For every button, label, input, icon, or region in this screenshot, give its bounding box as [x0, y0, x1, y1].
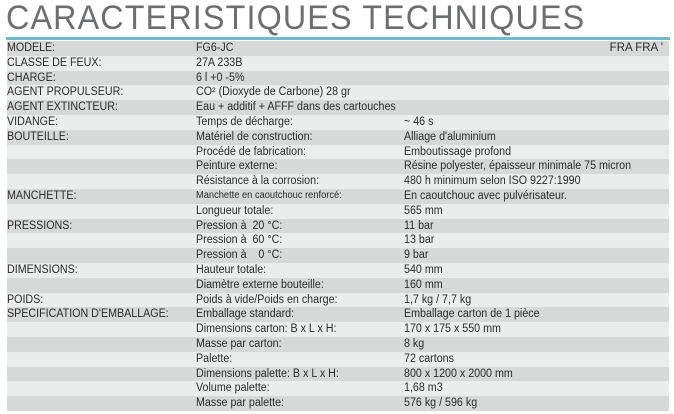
row-sub-label: Masse par carton:	[196, 337, 282, 350]
row-value: ~ 46 s	[404, 115, 434, 128]
row-sub-label: Pression à 60 °C:	[196, 234, 283, 247]
row-label: AGENT PROPULSEUR:	[7, 86, 124, 99]
row-sub-label: Pression à 0 °C:	[196, 249, 283, 262]
row-sub-label: Emballage standard:	[196, 308, 295, 321]
row-value: 11 bar	[404, 219, 434, 232]
table-row-emballage-standard	[7, 307, 669, 322]
table-row-modele	[7, 41, 669, 56]
row-value: Emboutissage profond	[404, 145, 512, 158]
row-value: 565 mm	[404, 204, 443, 217]
row-sub-label: 27A 233B	[196, 56, 243, 69]
row-sub-label: 6 l +0 -5%	[196, 71, 245, 84]
row-value: 540 mm	[404, 263, 443, 276]
row-sub-label: Pression à 20 °C:	[196, 219, 283, 232]
table-row-dimensions-palette	[7, 367, 669, 382]
row-value: 800 x 1200 x 2000 mm	[404, 367, 513, 380]
table-row-dimensions-diametre	[7, 278, 669, 293]
row-value: 170 x 175 x 550 mm	[404, 323, 501, 336]
row-extra: FRA FRA '	[609, 42, 663, 54]
table-row-pression-60	[7, 233, 669, 248]
row-sub-label: Eau + additif + AFFF dans des cartouches	[196, 101, 396, 114]
row-sub-label: Diamètre externe bouteille:	[196, 278, 324, 291]
row-sub-label: Hauteur totale:	[196, 263, 267, 276]
table-row-agent-propulseur	[7, 85, 669, 100]
row-value: Résine polyester, épaisseur minimale 75 micron	[404, 160, 632, 173]
row-label: MODELE:	[7, 42, 56, 54]
table-row-manchette-longueur	[7, 204, 669, 219]
row-label: PRESSIONS:	[7, 219, 73, 232]
table-row-masse-carton	[7, 337, 669, 352]
table-row-dimensions-carton	[7, 322, 669, 337]
row-sub-label: Poids à vide/Poids en charge:	[196, 293, 338, 306]
table-row-poids	[7, 293, 669, 308]
page-title: CARACTERISTIQUES TECHNIQUES	[6, 0, 586, 37]
row-value: Emballage carton de 1 pièce	[404, 308, 540, 321]
row-value: Alliage d'aluminium	[404, 130, 496, 143]
row-value: 160 mm	[404, 278, 443, 291]
row-value: En caoutchouc avec pulvérisateur.	[404, 189, 567, 202]
row-sub-label: Matériel de construction:	[196, 130, 313, 143]
row-sub-label: Palette:	[196, 352, 233, 365]
row-label: SPECIFICATION D'EMBALLAGE:	[7, 308, 169, 321]
row-sub-label: Volume palette:	[196, 382, 270, 395]
row-sub-label: CO² (Dioxyde de Carbone) 28 gr	[196, 86, 351, 99]
row-value: 576 kg / 596 kg	[404, 397, 478, 410]
row-sub-label: FG6-JC	[196, 42, 234, 54]
table-row-pression-0	[7, 248, 669, 263]
row-label: VIDANGE:	[7, 115, 59, 128]
row-value: 480 h minimum selon ISO 9227:1990	[404, 175, 581, 188]
row-value: 8 kg	[404, 337, 425, 350]
table-row-manchette	[7, 189, 669, 204]
table-row-pression-20	[7, 219, 669, 234]
row-label: POIDS:	[7, 293, 44, 306]
row-label: BOUTEILLE:	[7, 130, 69, 143]
table-row-bouteille-procede	[7, 145, 669, 160]
row-sub-label: Dimensions carton: B x L x H:	[196, 323, 337, 336]
row-value: 13 bar	[404, 234, 435, 247]
row-label: MANCHETTE:	[7, 189, 77, 202]
row-label: CHARGE:	[7, 71, 56, 84]
row-label: CLASSE DE FEUX:	[7, 56, 102, 69]
table-row-bouteille-materiel	[7, 130, 669, 145]
row-sub-label: Résistance à la corrosion:	[196, 175, 320, 188]
table-row-bouteille-peinture	[7, 159, 669, 174]
spec-table	[7, 41, 669, 411]
row-value: 72 cartons	[404, 352, 454, 365]
row-sub-label: Dimensions palette: B x L x H:	[196, 367, 339, 380]
row-sub-label: Temps de décharge:	[196, 115, 293, 128]
table-row-palette	[7, 352, 669, 367]
table-row-dimensions-hauteur	[7, 263, 669, 278]
title-underline	[6, 37, 670, 40]
table-row-charge	[7, 71, 669, 86]
table-row-classe-de-feux	[7, 56, 669, 71]
row-label: DIMENSIONS:	[7, 263, 78, 276]
row-sub-label: Masse par palette:	[196, 397, 284, 410]
table-row-vidange	[7, 115, 669, 130]
row-sub-label: Longueur totale:	[196, 204, 274, 217]
table-row-volume-palette	[7, 381, 669, 396]
table-row-bouteille-corrosion	[7, 174, 669, 189]
row-label: AGENT EXTINCTEUR:	[7, 101, 118, 114]
row-sub-label: Manchette en caoutchouc renforcé:	[196, 189, 342, 201]
row-sub-label: Peinture externe:	[196, 160, 278, 173]
row-value: 9 bar	[404, 249, 429, 262]
table-row-agent-extincteur	[7, 100, 669, 115]
row-value: 1,68 m3	[404, 382, 443, 395]
row-sub-label: Procédé de fabrication:	[196, 145, 307, 158]
table-row-masse-palette	[7, 396, 669, 411]
row-value: 1,7 kg / 7,7 kg	[404, 293, 472, 306]
